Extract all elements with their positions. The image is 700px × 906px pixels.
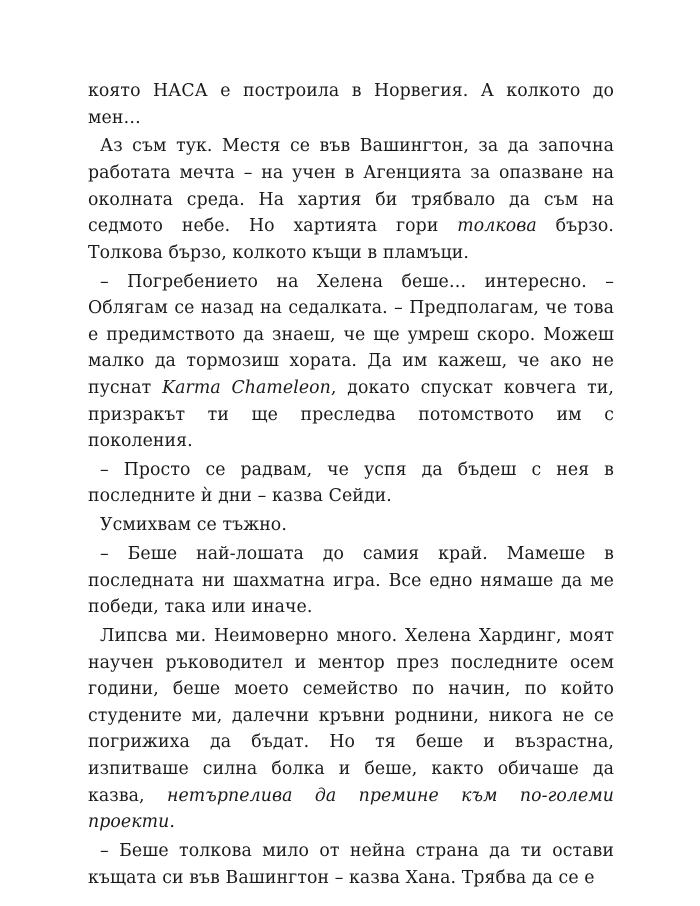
paragraph — [88, 457, 614, 510]
text-segment: – Беше най-лошата до самия край. Мамеше в последната ни шахматна игра. Все едно нямаше да ме победи, така или иначе. — [88, 544, 614, 618]
text-segment: бързо. Толкова бързо, колкото къщи в пламъци. — [88, 216, 614, 263]
text-segment: – Просто се радвам, че успя да бъдеш с нея в последните ѝ дни – казва Сейди. — [88, 459, 614, 507]
text-segment: която НАСА е построила в Норвегия. А колкото до мен… — [88, 81, 614, 128]
italic-song-title: Karma Chameleon — [162, 377, 331, 398]
paragraph — [88, 623, 614, 836]
paragraph — [88, 838, 614, 891]
text-segment: – Погребението на Хелена беше… интересно. – Облягам се назад на седалката. – Предполагам, че това е предимството да знаеш, че ще умреш скоро. Можеш малко да тормозиш хората. Да им кажеш, че ако не пуснат — [88, 271, 614, 398]
text-segment: Аз съм тук. Местя се във Вашингтон, за да започна работата мечта – на учен в Агенцията за опазване на околната среда. На хартия би трябвало да съм на седмото небе. Но хартията гори — [88, 136, 614, 237]
paragraph — [88, 78, 614, 131]
paragraph — [88, 269, 614, 455]
text-segment: – Беше толкова мило от нейна страна да ти остави къщата си във Вашингтон – казва Хана. Трябва да се е — [88, 840, 614, 888]
paragraph — [88, 541, 614, 621]
paragraph — [88, 133, 614, 266]
text-segment: Липсва ми. Неимоверно много. Хелена Хардинг, моят научен ръководител и ментор през последните осем години, беше моето семейство по начин, по който студените ми, далечни кръвни роднини, никога не се погрижиха да бъдат. Но тя беше и възрастна, изпитваше силна болка и беше, както обичаше да казва, — [88, 626, 614, 806]
book-page — [88, 78, 614, 891]
italic-emphasis: толкова — [457, 216, 537, 237]
paragraph — [88, 512, 614, 539]
text-segment: , докато спускат ковчега ти, призракът ти ще преследва потомството им с поколения. — [88, 377, 614, 452]
italic-emphasis: нетърпелива да премине към по-големи проекти. — [88, 785, 615, 833]
text-segment: Усмихвам се тъжно. — [100, 515, 287, 536]
